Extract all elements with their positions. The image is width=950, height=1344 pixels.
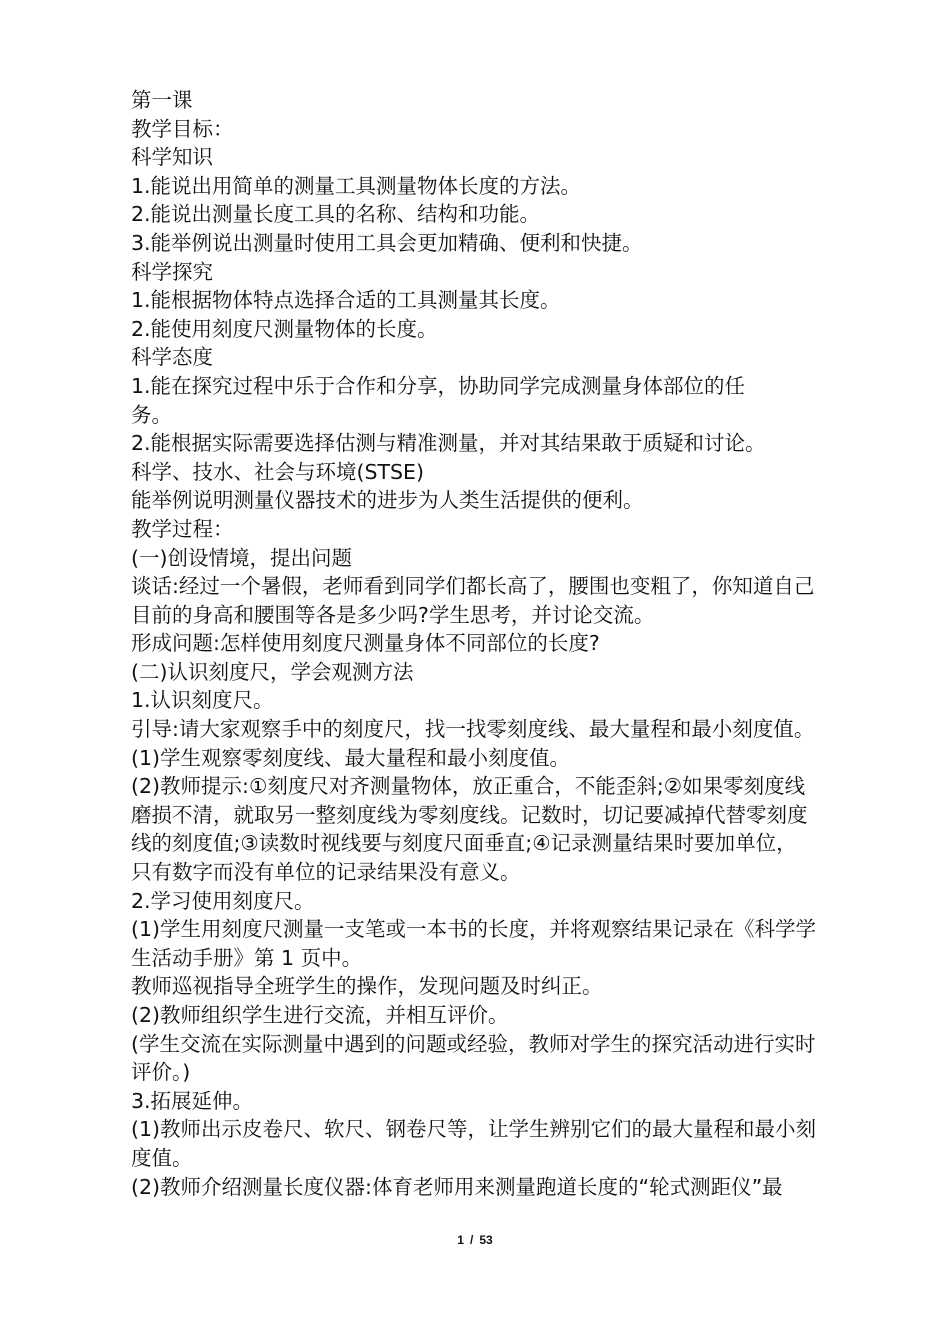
- text-line: (1)学生用刻度尺测量一支笔或一本书的长度，并将观察结果记录在《科学学: [131, 917, 817, 942]
- lesson-title: 第一课: [131, 88, 193, 112]
- text-line: 引导:请大家观察手中的刻度尺，找一找零刻度线、最大量程和最小刻度值。: [131, 717, 815, 742]
- text-line: 务。: [131, 402, 172, 427]
- section-heading: 教学目标：: [131, 116, 234, 141]
- page-separator: /: [469, 1233, 474, 1247]
- section-heading: 教学过程：: [131, 516, 234, 541]
- text-line: 2.能说出测量长度工具的名称、结构和功能。: [131, 202, 541, 227]
- text-line: (学生交流在实际测量中遇到的问题或经验，教师对学生的探究活动进行实时: [131, 1031, 816, 1056]
- subsection-heading: 科学探究: [131, 259, 213, 284]
- page-number: [0, 1233, 950, 1247]
- subsection-heading: 科学态度: [131, 345, 213, 370]
- text-line: (2)教师组织学生进行交流，并相互评价。: [131, 1003, 509, 1027]
- subsection-heading: 科学知识: [131, 145, 213, 170]
- text-line: 2.能根据实际需要选择估测与精准测量，并对其结果敢于质疑和讨论。: [131, 431, 766, 456]
- text-line: 2.学习使用刻度尺。: [131, 888, 315, 913]
- total-pages: 53: [479, 1233, 493, 1247]
- text-line: 磨损不清，就取另一整刻度线为零刻度线。记数时，切记要减掉代替零刻度: [131, 802, 808, 827]
- text-line: 只有数字而没有单位的记录结果没有意义。: [131, 860, 521, 885]
- text-line: 形成问题:怎样使用刻度尺测量身体不同部位的长度?: [131, 631, 600, 656]
- current-page: 1: [457, 1233, 464, 1247]
- text-line: 度值。: [131, 1145, 193, 1170]
- text-line: (1)教师出示皮卷尺、软尺、钢卷尺等，让学生辨别它们的最大量程和最小刻: [131, 1117, 817, 1142]
- document-body: [131, 86, 866, 1201]
- text-line: 谈话:经过一个暑假，老师看到同学们都长高了，腰围也变粗了，你知道自己: [131, 574, 815, 599]
- text-line: 1.认识刻度尺。: [131, 688, 274, 713]
- text-line: 教师巡视指导全班学生的操作，发现问题及时纠正。: [131, 974, 603, 999]
- text-line: 生活动手册》第 1 页中。: [131, 945, 363, 970]
- text-line: 1.能说出用简单的测量工具测量物体长度的方法。: [131, 173, 582, 198]
- subsection-heading: (二)认识刻度尺，学会观测方法: [131, 659, 414, 684]
- text-line: (1)学生观察零刻度线、最大量程和最小刻度值。: [131, 745, 571, 770]
- text-line: 能举例说明测量仪器技术的进步为人类生活提供的便利。: [131, 488, 644, 513]
- text-line: 2.能使用刻度尺测量物体的长度。: [131, 316, 438, 341]
- text-line: 1.能根据物体特点选择合适的工具测量其长度。: [131, 288, 561, 313]
- text-line: (2)教师提示:①刻度尺对齐测量物体，放正重合，不能歪斜;②如果零刻度线: [131, 774, 806, 799]
- text-line: 3.能举例说出测量时使用工具会更加精确、便利和快捷。: [131, 230, 643, 255]
- text-line: 评价。): [131, 1060, 191, 1085]
- subsection-heading: 科学、技水、社会与环境(STSE): [131, 459, 424, 484]
- text-line: (2)教师介绍测量长度仪器:体育老师用来测量跑道长度的“轮式测距仪”最: [131, 1174, 783, 1199]
- text-line: 目前的身高和腰围等各是多少吗?学生思考，并讨论交流。: [131, 602, 655, 627]
- subsection-heading: (一)创设情境，提出问题: [131, 545, 352, 570]
- text-line: 3.拓展延伸。: [131, 1088, 254, 1113]
- text-line: 1.能在探究过程中乐于合作和分享，协助同学完成测量身体部位的任: [131, 373, 746, 398]
- text-line: 线的刻度值;③读数时视线要与刻度尺面垂直;④记录测量结果时要加单位，: [131, 831, 797, 856]
